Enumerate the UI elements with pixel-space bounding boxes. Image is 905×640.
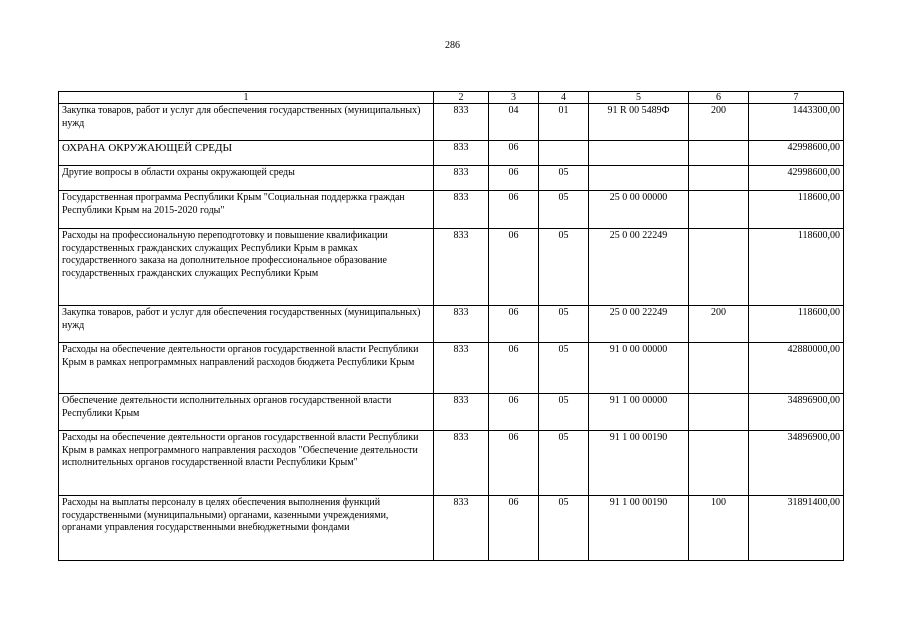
row-code-expense-type: 200 <box>689 104 749 141</box>
row-code-subsection <box>539 141 589 166</box>
row-code-target: 25 0 00 22249 <box>589 229 689 306</box>
row-code-expense-type: 200 <box>689 306 749 343</box>
row-code-subsection: 05 <box>539 343 589 394</box>
row-name: Расходы на профессиональную переподготовку и повышение квалификации государственных гражданских служащих Республики Крым в рамках государственного заказа на дополнительное профессиональное образование государственных гражданских служащих Республики Крым <box>59 229 434 306</box>
table-row <box>59 431 844 496</box>
row-code-target <box>589 141 689 166</box>
row-code-ministry: 833 <box>434 141 489 166</box>
table-row <box>59 229 844 306</box>
row-code-target <box>589 166 689 191</box>
row-code-subsection: 05 <box>539 229 589 306</box>
row-code-ministry: 833 <box>434 306 489 343</box>
table-row <box>59 191 844 229</box>
row-code-target: 25 0 00 22249 <box>589 306 689 343</box>
row-code-section: 06 <box>489 191 539 229</box>
row-code-target: 91 1 00 00190 <box>589 431 689 496</box>
row-sum: 118600,00 <box>749 229 844 306</box>
column-header: 4 <box>539 92 589 104</box>
row-name: Закупка товаров, работ и услуг для обеспечения государственных (муниципальных) нужд <box>59 104 434 141</box>
table-row <box>59 394 844 431</box>
row-code-expense-type <box>689 166 749 191</box>
row-sum: 118600,00 <box>749 191 844 229</box>
row-code-target: 91 1 00 00190 <box>589 496 689 561</box>
row-name: Расходы на обеспечение деятельности органов государственной власти Республики Крым в рамках непрограммных направлений расходов бюджета Республики Крым <box>59 343 434 394</box>
row-code-ministry: 833 <box>434 191 489 229</box>
row-code-subsection: 05 <box>539 496 589 561</box>
row-code-ministry: 833 <box>434 431 489 496</box>
table-row <box>59 496 844 561</box>
row-code-expense-type: 100 <box>689 496 749 561</box>
row-code-section: 06 <box>489 431 539 496</box>
row-sum: 42880000,00 <box>749 343 844 394</box>
row-name: Обеспечение деятельности исполнительных органов государственной власти Республики Крым <box>59 394 434 431</box>
table-row <box>59 104 844 141</box>
table-row <box>59 343 844 394</box>
row-code-expense-type <box>689 394 749 431</box>
row-code-ministry: 833 <box>434 229 489 306</box>
row-sum: 42998600,00 <box>749 141 844 166</box>
row-code-ministry: 833 <box>434 496 489 561</box>
row-code-section: 06 <box>489 229 539 306</box>
row-code-expense-type <box>689 229 749 306</box>
row-name: Расходы на выплаты персоналу в целях обеспечения выполнения функций государственными (муниципальными) органами, казенными учреждениями, органами управления государственными внебюджетными фондами <box>59 496 434 561</box>
row-code-subsection: 05 <box>539 394 589 431</box>
row-name: ОХРАНА ОКРУЖАЮЩЕЙ СРЕДЫ <box>59 141 434 166</box>
table-row <box>59 166 844 191</box>
header-row <box>59 92 844 104</box>
row-code-subsection: 01 <box>539 104 589 141</box>
column-header: 7 <box>749 92 844 104</box>
row-code-ministry: 833 <box>434 166 489 191</box>
row-code-ministry: 833 <box>434 343 489 394</box>
budget-table <box>58 91 844 561</box>
row-code-target: 25 0 00 00000 <box>589 191 689 229</box>
row-sum: 118600,00 <box>749 306 844 343</box>
row-code-subsection: 05 <box>539 431 589 496</box>
row-sum: 42998600,00 <box>749 166 844 191</box>
table-row <box>59 306 844 343</box>
column-header: 6 <box>689 92 749 104</box>
column-header: 2 <box>434 92 489 104</box>
row-code-ministry: 833 <box>434 394 489 431</box>
row-code-subsection: 05 <box>539 191 589 229</box>
row-code-target: 91 R 00 5489Ф <box>589 104 689 141</box>
row-code-ministry: 833 <box>434 104 489 141</box>
row-code-target: 91 0 00 00000 <box>589 343 689 394</box>
column-header: 5 <box>589 92 689 104</box>
row-name: Расходы на обеспечение деятельности органов государственной власти Республики Крым в рамках непрограммного направления расходов "Обеспечение деятельности исполнительных органов государственной власти Республики Крым" <box>59 431 434 496</box>
row-code-section: 06 <box>489 306 539 343</box>
page-number: 286 <box>445 40 460 51</box>
row-sum: 1443300,00 <box>749 104 844 141</box>
row-name: Закупка товаров, работ и услуг для обеспечения государственных (муниципальных) нужд <box>59 306 434 343</box>
row-name: Другие вопросы в области охраны окружающей среды <box>59 166 434 191</box>
table-row <box>59 141 844 166</box>
row-code-expense-type <box>689 141 749 166</box>
row-code-target: 91 1 00 00000 <box>589 394 689 431</box>
row-code-subsection: 05 <box>539 306 589 343</box>
row-sum: 34896900,00 <box>749 394 844 431</box>
column-header: 3 <box>489 92 539 104</box>
row-code-section: 04 <box>489 104 539 141</box>
row-code-section: 06 <box>489 394 539 431</box>
column-header: 1 <box>59 92 434 104</box>
row-code-expense-type <box>689 431 749 496</box>
row-sum: 34896900,00 <box>749 431 844 496</box>
row-code-section: 06 <box>489 166 539 191</box>
row-sum: 31891400,00 <box>749 496 844 561</box>
row-code-section: 06 <box>489 343 539 394</box>
row-code-section: 06 <box>489 496 539 561</box>
row-code-expense-type <box>689 191 749 229</box>
row-name: Государственная программа Республики Крым "Социальная поддержка граждан Республики Крым на 2015-2020 годы" <box>59 191 434 229</box>
row-code-section: 06 <box>489 141 539 166</box>
row-code-expense-type <box>689 343 749 394</box>
row-code-subsection: 05 <box>539 166 589 191</box>
